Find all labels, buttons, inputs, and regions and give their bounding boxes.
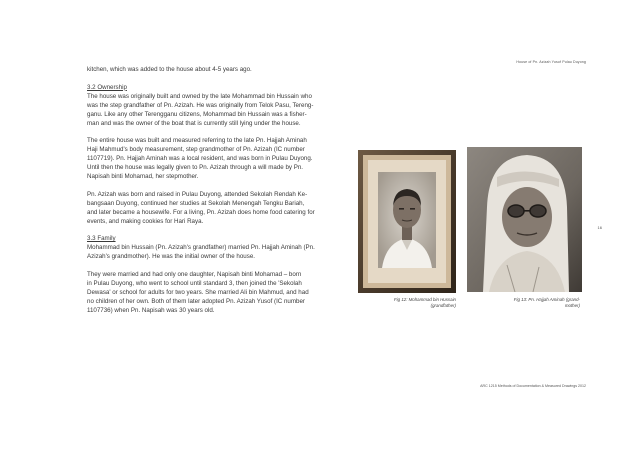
caption-line: Fig 13: Pn. Hajjah Aminah (grand- <box>513 297 580 302</box>
text-line: Mohammad bin Hussain (Pn. Azizah's grandfather) married Pn. Hajjah Aminah (Pn. <box>87 244 315 251</box>
text-line: Pn. Azizah was born and raised in Pulau Duyong, attended Sekolah Rendah Ke- <box>87 190 308 198</box>
text-line: The entire house was built and measured referring to the late Pn. Hajjah Aminah <box>87 137 307 144</box>
text-line: The house was originally built and owned by the late Mohammad bin Hussain who <box>87 92 312 100</box>
text-line: events, and making cookies for Hari Raya. <box>87 217 204 225</box>
text-line: ganu. Like any other Terengganu citizens, Mohammad bin Hussain was a fisher- <box>87 110 307 118</box>
caption-line: Fig 12: Mohammad bin Hussain <box>394 297 456 302</box>
page-number: 16 <box>597 225 602 230</box>
text-line: and later became a housewife. For a living, Pn. Azizah does home food catering for <box>87 208 315 216</box>
text-line: 1107736) when Pn. Napisah was 30 years old. <box>87 306 215 314</box>
page-header: House of Pn. Azizah Yusof Pulau Duyong <box>516 60 586 64</box>
text-line: Azizah's grandmother). He was the initial owner of the house. <box>87 253 255 260</box>
figure-13-caption <box>470 297 580 309</box>
text-line: Haji Mahmud's body measurement, step grandmother of Pn. Azizah (IC number <box>87 146 305 153</box>
section-heading-ownership: 3.2 Ownership <box>87 83 127 91</box>
grandmother-portrait-photo <box>467 147 582 292</box>
figure-12-caption <box>360 297 456 309</box>
text-line: man and was the owner of the boat that is currently still lying under the house. <box>87 119 301 127</box>
text-line: in Pulau Duyong, who went to school until standard 3, then joined the 'Sekolah <box>87 279 302 287</box>
text-line: no children of her own. Both of them later adopted Pn. Azizah Yusof (IC number <box>87 297 305 305</box>
text-line: 1107719). Pn. Hajjah Aminah was a local resident, and was born in Pulau Duyong. <box>87 155 313 162</box>
section-heading-family: 3.3 Family <box>87 235 116 242</box>
body-text <box>87 65 339 315</box>
text-line: was the step grandfather of Pn. Azizah. He was originally from Telok Pasu, Tereng- <box>87 101 314 109</box>
text-line: Napisah binti Mohamad, her stepmother. <box>87 173 199 180</box>
text-line: Dewasa' or school for adults for two years. She married Ali bin Mahmud, and had <box>87 288 309 296</box>
grandfather-portrait-photo <box>358 150 456 293</box>
page-footer: ARC 1215 Methods of Documentation & Measured Drawings 2012 <box>480 384 586 388</box>
intro-line: kitchen, which was added to the house about 4-5 years ago. <box>87 66 252 73</box>
caption-line: (grandfather) <box>430 303 456 308</box>
text-line: Until then the house was legally given to Pn. Azizah through a will made by Pn. <box>87 164 303 171</box>
caption-line: mother) <box>564 303 580 308</box>
text-line: bangsaan Duyong, continued her studies at Sekolah Menengah Tengku Bariah, <box>87 199 305 207</box>
text-line: They were married and had only one daughter, Napisah binti Mohamad – born <box>87 270 302 278</box>
